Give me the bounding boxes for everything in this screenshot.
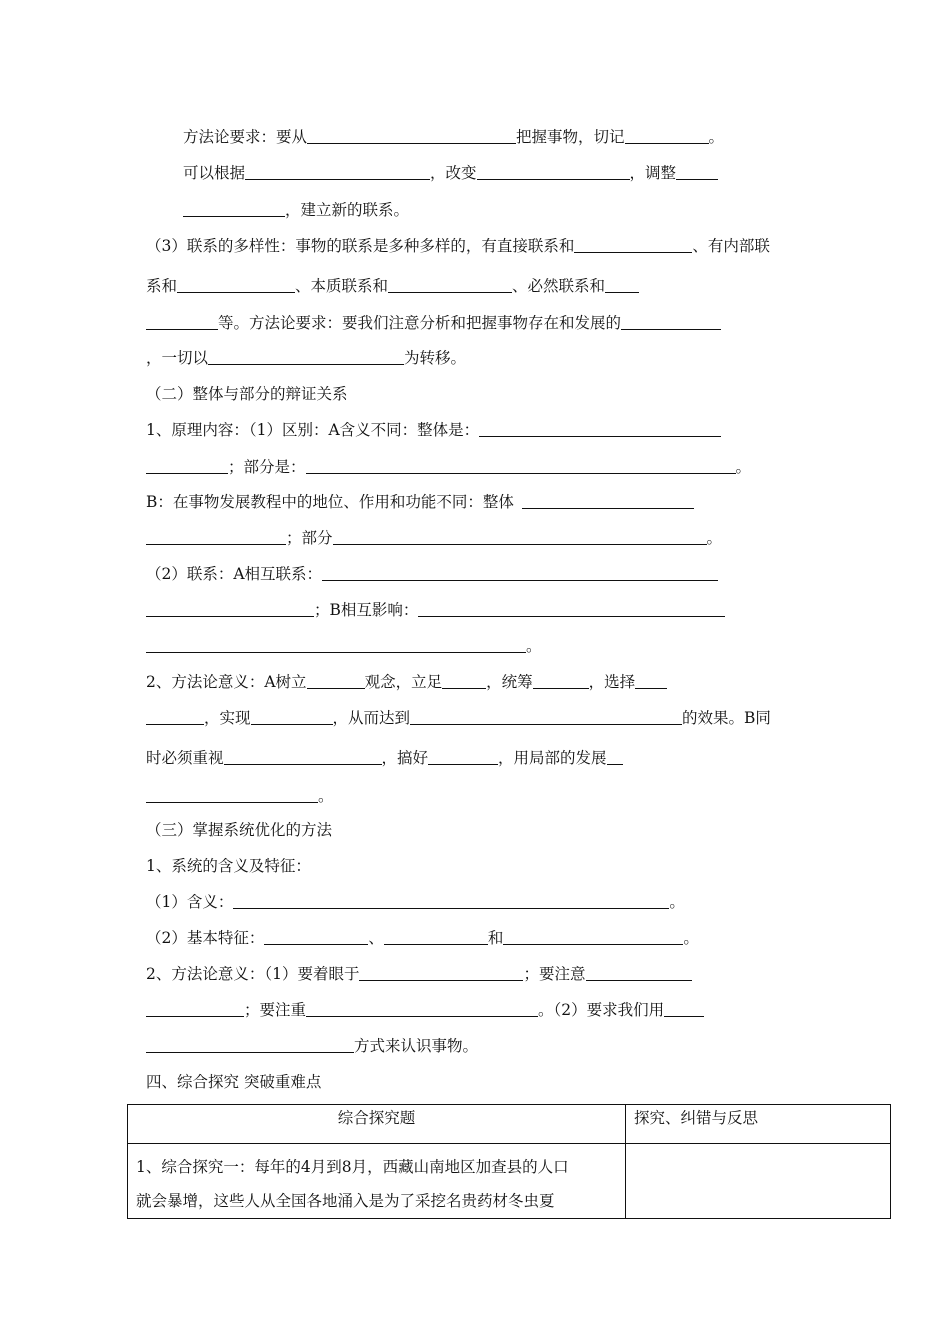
text: 。 — [669, 893, 685, 911]
table-header-cell — [128, 1105, 626, 1144]
text: 。 — [706, 529, 723, 547]
fill-blank[interactable] — [625, 128, 709, 144]
text-line — [146, 708, 771, 728]
text: （2）基本特征： — [146, 929, 265, 947]
fill-blank[interactable] — [183, 201, 285, 217]
text: ，改变 — [430, 164, 477, 182]
text-line — [146, 492, 694, 512]
cell-body — [128, 1144, 625, 1218]
fill-blank[interactable] — [306, 1001, 538, 1017]
fill-blank[interactable] — [384, 929, 488, 945]
text: 。 — [708, 128, 725, 146]
text: 可以根据 — [183, 164, 246, 182]
text-line — [146, 786, 334, 806]
text: 、本质联系和 — [295, 277, 389, 295]
fill-blank[interactable] — [208, 349, 404, 365]
text: ，搞好 — [381, 749, 429, 767]
cell-text-line: 1、综合探究一：每年的4月到8月，西藏山南地区加查县的人口 — [136, 1158, 569, 1176]
table-header-row — [128, 1105, 891, 1144]
text: 、 — [368, 929, 384, 947]
text: 。（2）要求我们用 — [538, 1001, 665, 1019]
table-cell — [128, 1144, 626, 1219]
fill-blank[interactable] — [607, 749, 623, 765]
text: B：在事物发展教程中的地位、作用和功能不同：整体 — [146, 493, 514, 511]
text: ，一切以 — [146, 349, 209, 367]
text-line — [146, 892, 685, 912]
text: ，建立新的联系。 — [285, 201, 410, 219]
fill-blank[interactable] — [233, 893, 669, 909]
text: ；部分 — [286, 529, 333, 547]
text: 为转移。 — [404, 349, 467, 367]
text: ，实现 — [204, 709, 251, 727]
text: （1）含义： — [146, 893, 234, 911]
text: 方法论要求：要从 — [183, 128, 308, 146]
text-line — [146, 564, 718, 584]
fill-blank[interactable] — [146, 637, 526, 653]
text-line — [146, 1000, 704, 1020]
text-line — [146, 313, 721, 333]
fill-blank[interactable] — [245, 164, 430, 180]
fill-blank[interactable] — [503, 929, 683, 945]
text-line — [146, 600, 725, 620]
text: 观念，立足 — [364, 673, 443, 691]
text-line — [146, 964, 692, 984]
text-line — [146, 348, 466, 368]
text-line — [146, 856, 311, 876]
text: ，用局部的发展 — [498, 749, 607, 767]
section-heading — [146, 820, 332, 840]
text: 。 — [318, 787, 334, 805]
text: 和 — [487, 929, 504, 947]
fill-blank[interactable] — [264, 929, 368, 945]
text: 方式来认识事物。 — [354, 1037, 479, 1055]
text: 等。方法论要求：要我们注意分析和把握事物存在和发展的 — [218, 314, 622, 332]
text: ；B相互影响： — [314, 601, 419, 619]
fill-blank[interactable] — [177, 277, 295, 293]
fill-blank[interactable] — [146, 601, 314, 617]
text-line — [146, 672, 667, 692]
text: ；部分是： — [228, 458, 306, 476]
fill-blank[interactable] — [333, 529, 707, 545]
fill-blank[interactable] — [146, 458, 228, 474]
text: （三）掌握系统优化的方法 — [146, 821, 333, 839]
text-line — [146, 528, 722, 548]
fill-blank[interactable] — [635, 673, 667, 689]
text: 。 — [526, 637, 542, 655]
text: （二）整体与部分的辩证关系 — [146, 385, 348, 403]
text: ；要注重 — [244, 1001, 307, 1019]
text: ，从而达到 — [332, 709, 411, 727]
fill-blank[interactable] — [388, 277, 512, 293]
fill-blank[interactable] — [428, 749, 498, 765]
fill-blank[interactable] — [307, 128, 516, 144]
text: 。 — [683, 929, 699, 947]
text: ，统筹 — [486, 673, 533, 691]
fill-blank[interactable] — [359, 965, 523, 981]
text-line — [146, 748, 623, 768]
section-heading — [146, 1072, 321, 1092]
fill-blank[interactable] — [146, 314, 218, 330]
text-line — [146, 1036, 478, 1056]
text: 1、系统的含义及特征： — [146, 857, 311, 875]
fill-blank[interactable] — [322, 565, 718, 581]
text: 把握事物，切记 — [516, 128, 625, 146]
fill-blank[interactable] — [410, 709, 682, 725]
cell-text-line: 就会暴增，这些人从全国各地涌入是为了采挖名贵药材冬虫夏 — [136, 1192, 555, 1210]
fill-blank[interactable] — [306, 458, 736, 474]
fill-blank[interactable] — [146, 1037, 354, 1053]
text-line — [183, 200, 409, 220]
text-line — [146, 420, 721, 440]
text-line — [183, 127, 724, 147]
header-right: 探究、纠错与反思 — [634, 1109, 759, 1127]
fill-blank[interactable] — [621, 314, 721, 330]
fill-blank[interactable] — [251, 709, 333, 725]
text-line — [146, 636, 542, 656]
fill-blank[interactable] — [533, 673, 589, 689]
text: （2）联系：A相互联系： — [146, 565, 323, 583]
text: ；要注意 — [523, 965, 586, 983]
fill-blank[interactable] — [146, 529, 286, 545]
exploration-table — [127, 1104, 891, 1219]
text: 、有内部联 — [692, 237, 770, 255]
text-line — [146, 928, 699, 948]
text: （3）联系的多样性：事物的联系是多种多样的，有直接联系和 — [146, 237, 575, 255]
fill-blank[interactable] — [479, 421, 721, 437]
table-header-cell — [626, 1105, 891, 1144]
fill-blank[interactable] — [522, 493, 694, 509]
text: ，选择 — [588, 673, 636, 691]
text-line — [146, 276, 639, 296]
fill-blank[interactable] — [676, 164, 718, 180]
text: 、必然联系和 — [512, 277, 606, 295]
text: ，调整 — [629, 164, 677, 182]
fill-blank[interactable] — [146, 787, 318, 803]
fill-blank[interactable] — [586, 965, 692, 981]
fill-blank[interactable] — [442, 673, 486, 689]
table-row — [128, 1144, 891, 1219]
text: 系和 — [146, 277, 178, 295]
fill-blank[interactable] — [477, 164, 630, 180]
reflection-cell[interactable] — [626, 1144, 891, 1219]
text: 时必须重视 — [146, 749, 224, 767]
section-heading — [146, 384, 348, 404]
text: 2、方法论意义：（1）要着眼于 — [146, 965, 360, 983]
header-left: 综合探究题 — [337, 1109, 416, 1127]
text-line — [183, 163, 718, 183]
text-line — [146, 236, 770, 256]
text: 2、方法论意义：A树立 — [146, 673, 307, 691]
text-line — [146, 457, 751, 477]
text: 四、综合探究 突破重难点 — [146, 1073, 322, 1091]
fill-blank[interactable] — [307, 673, 365, 689]
text: 的效果。B同 — [682, 709, 771, 727]
text: 。 — [735, 458, 752, 476]
fill-blank[interactable] — [146, 1001, 244, 1017]
fill-blank[interactable] — [224, 749, 382, 765]
text: 1、原理内容：（1）区别：A含义不同：整体是： — [146, 421, 480, 439]
fill-blank[interactable] — [605, 277, 639, 293]
fill-blank[interactable] — [418, 601, 725, 617]
fill-blank[interactable] — [146, 709, 204, 725]
fill-blank[interactable] — [574, 237, 692, 253]
fill-blank[interactable] — [664, 1001, 704, 1017]
